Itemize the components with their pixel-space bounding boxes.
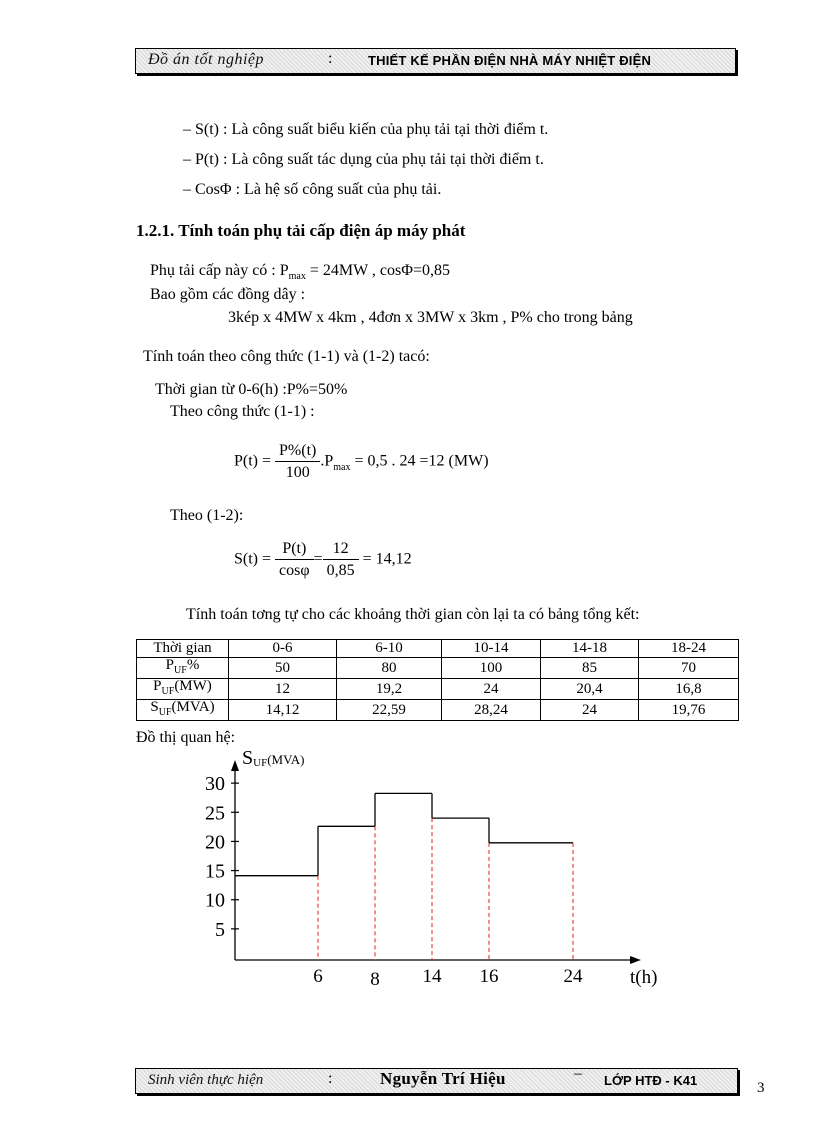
formula-1-lhs: P(t) =: [234, 452, 272, 470]
intro-line-1-suffix: = 24MW , cosΦ=0,85: [305, 262, 450, 279]
row-label-tail: %: [186, 657, 200, 673]
summary-intro: Tính toán tơng tự cho các khoảng thời gian còn lại ta có bảng tổng kết:: [186, 606, 640, 623]
footer-left-text: Sinh viên thực hiện: [148, 1072, 264, 1088]
bullet-dash: –: [183, 151, 191, 168]
formula-2-denominator-2: 0,85: [326, 562, 355, 579]
footer-author-name: Nguyễn Trí Hiệu: [380, 1069, 506, 1088]
x-axis-label: t(h): [630, 967, 658, 988]
table-header-cell: 10-14: [442, 640, 541, 658]
table-cell: 28,24: [442, 700, 541, 721]
table-header-cell: 14-18: [541, 640, 639, 658]
bullet-text: P(t) : Là công suất tác dụng của phụ tải tại thời điểm t.: [195, 151, 544, 168]
formula-2-lhs: S(t) =: [234, 550, 272, 568]
y-axis-arrow: [231, 760, 239, 771]
formula-2-label: Theo (1-2):: [170, 507, 244, 524]
y-axis-label-main: S: [242, 747, 254, 769]
table-cell: 20,4: [541, 679, 639, 700]
formula-1-numerator: P%(t): [275, 442, 320, 462]
row-label-main: S: [150, 699, 159, 715]
formula-2-eq: =: [313, 550, 323, 568]
x-tick-label: 8: [370, 969, 380, 990]
formula-2-denominator-1: cosφ: [279, 562, 310, 579]
formula-1-denominator: 100: [285, 464, 310, 481]
formula-2-rhs: = 14,12: [362, 550, 412, 568]
formula-2-numerator-1: P(t): [275, 540, 314, 560]
table-cell: 70: [639, 658, 739, 679]
table-cell: 22,59: [337, 700, 442, 721]
footer-dash: –: [574, 1065, 582, 1082]
y-tick-label: 15: [205, 860, 225, 883]
row-label-main: P: [165, 657, 175, 673]
intro-line-1-sub: max: [288, 271, 306, 283]
table-cell: 14,12: [229, 700, 337, 721]
time-line: Thời gian từ 0-6(h) :P%=50%: [155, 381, 348, 398]
y-tick-label: 5: [215, 918, 225, 941]
table-header-cell: 6-10: [337, 640, 442, 658]
table-cell: 12: [229, 679, 337, 700]
table-cell: 100: [442, 658, 541, 679]
y-axis-label-tail: (MVA): [267, 752, 305, 767]
header-title: THIẾT KẾ PHẦN ĐIỆN NHÀ MÁY NHIỆT ĐIỆN: [368, 53, 652, 68]
formula-1-mult: .P: [320, 452, 334, 470]
page-footer: [135, 1065, 738, 1094]
row-label-sub: UF: [158, 707, 172, 718]
row-label-tail: (MW): [174, 678, 212, 694]
intro-line-3: 3kép x 4MW x 4km , 4đơn x 3MW x 3km , P% cho trong bảng: [228, 309, 633, 326]
intro-line-1-prefix: Phụ tải cấp này có : P: [150, 262, 289, 279]
intro-line-2: Bao gồm các đồng dây :: [150, 286, 306, 303]
y-tick-label: 25: [205, 802, 225, 825]
formula-1-label: Theo công thức (1-1) :: [170, 403, 315, 420]
header-separator: :: [328, 50, 333, 67]
x-tick-label: 6: [313, 966, 323, 987]
table-cell: 24: [541, 700, 639, 721]
row-label-sub: UF: [174, 665, 187, 676]
y-tick-label: 10: [205, 889, 225, 912]
x-tick-label: 14: [422, 966, 442, 987]
table-header-cell: 0-6: [229, 640, 337, 658]
x-axis-arrow: [630, 956, 641, 964]
calc-intro: Tính toán theo công thức (1-1) và (1-2) tacó:: [143, 348, 430, 365]
table-cell: 16,8: [639, 679, 739, 700]
y-axis-label-sub: UF: [253, 757, 268, 769]
table-cell: 19,76: [639, 700, 739, 721]
section-heading: 1.2.1. Tính toán phụ tải cấp điện áp máy phát: [136, 221, 466, 240]
formula-2-numerator-2: 12: [323, 540, 359, 560]
formula-1-sub: max: [333, 461, 351, 473]
header-left-text: Đồ án tốt nghiệp: [148, 51, 264, 68]
row-label-tail: (MVA): [171, 699, 215, 715]
bullet-dash: –: [183, 181, 191, 198]
bullet-dash: –: [183, 121, 191, 138]
footer-class: LỚP HTĐ - K41: [604, 1073, 698, 1088]
table-header-cell: 18-24: [639, 640, 739, 658]
x-tick-label: 24: [563, 966, 583, 987]
table-cell: 85: [541, 658, 639, 679]
y-tick-label: 30: [205, 773, 225, 796]
row-label-sub: UF: [161, 686, 175, 697]
table-cell: 50: [229, 658, 337, 679]
bullet-text: S(t) : Là công suất biểu kiến của phụ tải tại thời điểm t.: [195, 121, 549, 138]
table-header-cell: Thời gian: [137, 640, 229, 658]
table-cell: 19,2: [337, 679, 442, 700]
table-cell: 24: [442, 679, 541, 700]
table-cell: 80: [337, 658, 442, 679]
footer-separator: :: [328, 1070, 333, 1087]
row-label-main: P: [153, 678, 162, 694]
y-axis-label: [242, 747, 305, 769]
graph-caption: Đồ thị quan hệ:: [136, 729, 236, 746]
x-tick-label: 16: [479, 966, 499, 987]
page-number: 3: [757, 1080, 765, 1096]
y-tick-label: 20: [205, 831, 225, 854]
formula-1-rhs: = 0,5 . 24 =12 (MW): [354, 452, 489, 470]
bullet-text: CosΦ : Là hệ số công suất của phụ tải.: [195, 181, 442, 198]
